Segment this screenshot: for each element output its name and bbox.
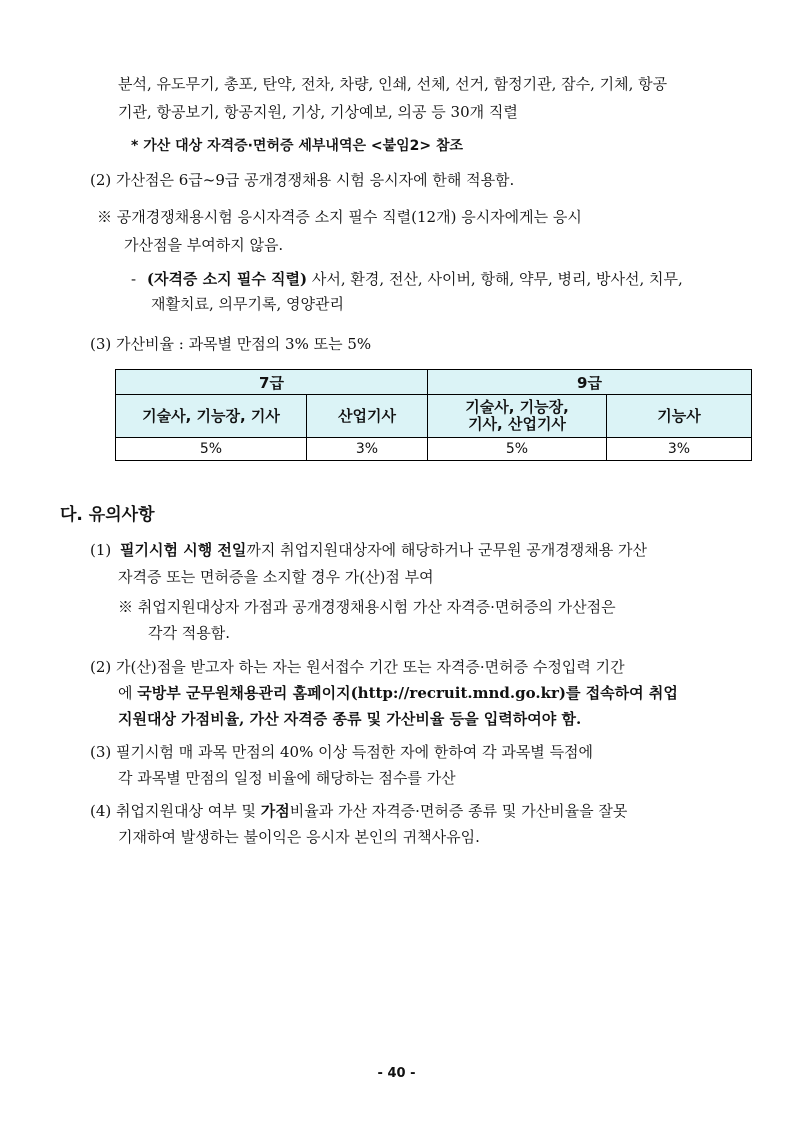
item-2-note-line-2: 가산점을 부여하지 않음. bbox=[124, 236, 284, 254]
col-header-combined-line-2: 기사, 산업기사 bbox=[468, 415, 566, 433]
required-series-line-2: 재활치료, 의무기록, 영양관리 bbox=[151, 295, 344, 313]
p4-prefix: (4) 취업지원대상 여부 및 bbox=[90, 802, 261, 820]
rate-cell: 5% bbox=[428, 438, 607, 461]
item-3-text: (3) 가산비율 : 과목별 만점의 3% 또는 5% bbox=[90, 335, 372, 353]
col-header-combined-9 bbox=[428, 395, 607, 438]
table-subheader-row bbox=[116, 395, 752, 438]
table-row bbox=[116, 438, 752, 461]
table-header-row bbox=[116, 370, 752, 395]
p4-bold-text: 가점 bbox=[260, 802, 290, 820]
p2-prefix: 에 bbox=[118, 684, 138, 702]
bonus-rate-table bbox=[115, 369, 752, 461]
required-series-line-1 bbox=[131, 269, 683, 289]
p1-bold-text: 필기시험 시행 전일 bbox=[120, 541, 247, 559]
section-title: 다. 유의사항 bbox=[60, 505, 155, 525]
p3-line-1: (3) 필기시험 매 과목 만점의 40% 이상 득점한 자에 한하여 각 과목별 득점에 bbox=[90, 743, 594, 761]
attachment-note: * 가산 대상 자격증·면허증 세부내역은 <붙임2> 참조 bbox=[131, 138, 464, 154]
required-series-label: (자격증 소지 필수 직렬) bbox=[146, 270, 308, 288]
p1-line-2: 자격증 또는 면허증을 소지할 경우 가(산)점 부여 bbox=[118, 568, 434, 586]
header-grade-9: 9급 bbox=[428, 370, 752, 395]
p1-line-1 bbox=[90, 540, 647, 560]
p1-number: (1) bbox=[90, 541, 112, 559]
p2-bold-line-1: 국방부 군무원채용관리 홈페이지(http://recruit.mnd.go.kr)를 접속하여 취업 bbox=[137, 684, 678, 702]
p3-line-2: 각 과목별 만점의 일정 비율에 해당하는 점수를 가산 bbox=[118, 769, 456, 787]
col-header-industrial-engineer-7: 산업기사 bbox=[307, 395, 428, 438]
item-2-text: (2) 가산점은 6급~9급 공개경쟁채용 시험 응시자에 한해 적용함. bbox=[90, 171, 515, 189]
p2-bold-line-2: 지원대상 가점비율, 가산 자격증 종류 및 가산비율 등을 입력하여야 함. bbox=[118, 710, 582, 728]
intro-line-1: 분석, 유도무기, 총포, 탄약, 전차, 차량, 인쇄, 선체, 선거, 함정기관, 잠수, 기체, 항공 bbox=[118, 75, 668, 93]
p4-rest-text: 비율과 가산 자격증·면허증 종류 및 가산비율을 잘못 bbox=[289, 802, 628, 820]
required-series-list: 사서, 환경, 전산, 사이버, 항해, 약무, 병리, 방사선, 치무, bbox=[307, 270, 683, 288]
page-number: - 40 - bbox=[377, 1066, 416, 1081]
p4-line-1 bbox=[90, 801, 627, 821]
p2-line-1: (2) 가(산)점을 받고자 하는 자는 원서접수 기간 또는 자격증·면허증 수정입력 기간 bbox=[90, 658, 625, 676]
rate-cell: 3% bbox=[607, 438, 752, 461]
item-2-note-line-1: ※ 공개경쟁채용시험 응시자격증 소지 필수 직렬(12개) 응시자에게는 응시 bbox=[97, 208, 582, 226]
col-header-craftsman: 기능사 bbox=[607, 395, 752, 438]
p1-rest-text: 까지 취업지원대상자에 해당하거나 군무원 공개경쟁채용 가산 bbox=[246, 541, 647, 559]
dash-marker: - bbox=[131, 270, 137, 288]
p4-line-2: 기재하여 발생하는 불이익은 응시자 본인의 귀책사유임. bbox=[118, 828, 480, 846]
rate-cell: 3% bbox=[307, 438, 428, 461]
p2-line-2 bbox=[118, 683, 678, 703]
p1-note-line-2: 각각 적용함. bbox=[148, 624, 230, 642]
p1-note-line-1: ※ 취업지원대상자 가점과 공개경쟁채용시험 가산 자격증·면허증의 가산점은 bbox=[118, 598, 616, 616]
rate-cell: 5% bbox=[116, 438, 307, 461]
intro-line-2: 기관, 항공보기, 항공지원, 기상, 기상예보, 의공 등 30개 직렬 bbox=[118, 103, 518, 121]
col-header-engineer-master-technician: 기술사, 기능장, 기사 bbox=[116, 395, 307, 438]
header-grade-7: 7급 bbox=[116, 370, 428, 395]
col-header-combined-line-1: 기술사, 기능장, bbox=[465, 398, 569, 416]
